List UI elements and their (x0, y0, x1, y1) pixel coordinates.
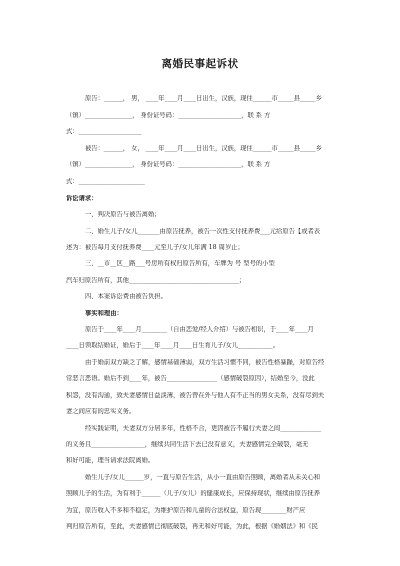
text-line: 式：____________________ (66, 128, 142, 135)
text-line: 二、婚生儿子/女儿_______由原告抚养，被告一次性支付抚养费___元给原告【或者表 (85, 228, 321, 235)
text-line: 和好可能，理当请求法院离婚。 (66, 457, 155, 464)
text-line: 照顾儿子的生活，为有利于______（儿子/女儿）的健康成长，应保持现状，继续由原告抚养 (66, 490, 320, 497)
text-line: （镇）_______________， 身份证号码：____________________，联 系 方 (66, 161, 271, 168)
text-line: 原告于____年____月________（自由恋爱/经人介绍）与被告相识，于____年____月 (85, 326, 314, 333)
text-line: （镇）_______________， 身份证号码：____________________，联 系 方 (66, 112, 271, 119)
text-line: 述为：被告每月支付抚养费____元至儿子/女儿年满 18 周岁止； (66, 244, 244, 251)
text-line: 常恶言恶语。婚后不到____年，被告________________（感情破裂原因），结婚至今，没此 (66, 375, 315, 382)
text-line: 为宜，原告收入不多和不稳定，为维护原告和儿童的合法权益，原告现________财产应 (66, 507, 306, 514)
text-line: 汽车归原告所有，其他___________________________________； (66, 277, 246, 284)
text-line: 妻之间应有的忠实义务。 (66, 408, 136, 415)
text-line: 被告：______， 女， ____年____月____日出生，汉族，现住______市_____县_____乡 (85, 145, 322, 152)
text-line: 原告：______， 男， ____年____月____日出生，汉族，现住______市_____县_____乡 (85, 95, 322, 102)
text-line: 由于婚前双方缺乏了解，感情基础薄弱，双方生活习惯不同，被告性格暴躁，对原告经 (85, 359, 325, 366)
document-title: 离婚民事起诉状 (161, 58, 239, 70)
text-line: 三、__市__区__路___号房所有权归原告所有，车牌为 号 型号的小型 (85, 260, 275, 267)
text-line: 积怨，没有沟通，致夫妻感情日益淡薄，被告曾在外与他人有不正当的男女关系，没有尽到夫 (66, 392, 325, 399)
text-line: 判归原告所有，至此，夫妻感情已彻底破裂，再无和好可能，为此，根据《婚姻法》和《民 (66, 523, 318, 530)
section-heading: 诉讼请求： (66, 195, 98, 202)
text-line: 式：_____________________ (66, 178, 145, 185)
text-line: 经实践证明，夫妻双方分居多年，性格不合，更因被告不履行夫妻之间_____________ (85, 425, 322, 432)
text-line: 婚生儿子/女儿______岁，一直与原告生活，从小一直由原告照顾，离婚者从未关心和 (85, 474, 321, 481)
text-line: 一、判决原告与被告离婚； (85, 211, 161, 218)
text-line: ____日领取结婚证，婚后于____年____月____日生育儿子/女儿___________。 (66, 342, 280, 349)
text-line: 的义务且_________________，继续共同生活下去已没有意义，夫妻感情完全破裂，毫无 (66, 441, 309, 448)
text-line: 四、本案诉讼费由被告负担。 (85, 293, 167, 300)
section-heading: 事实和理由： (85, 310, 123, 317)
